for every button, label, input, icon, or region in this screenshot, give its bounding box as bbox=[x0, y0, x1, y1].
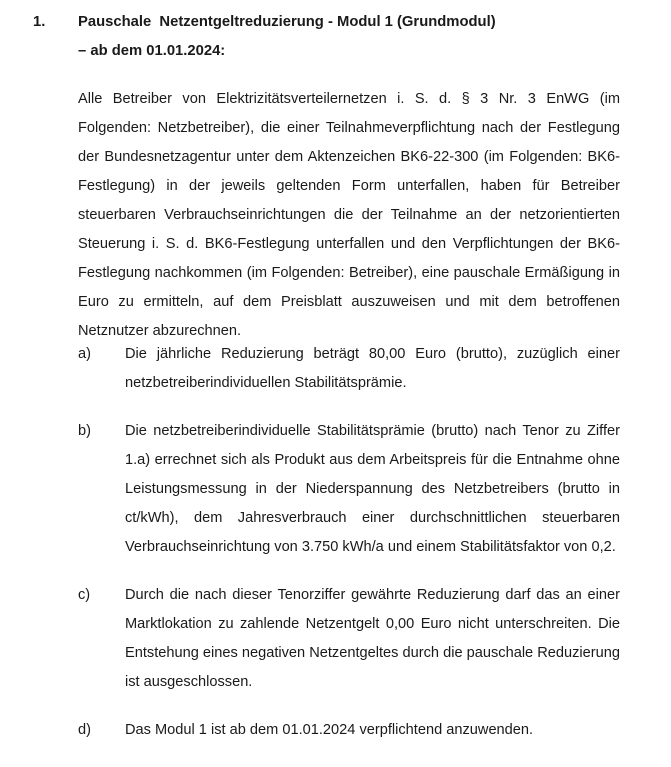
clause-number: 1. bbox=[33, 14, 46, 30]
clause-body bbox=[78, 8, 671, 346]
subitem-text-a: Die jährliche Reduzierung beträgt 80,00 Euro (brutto), zuzüglich einer netzbetreiberindividuellen Stabilitätsprämie. bbox=[125, 346, 620, 391]
subitem-c bbox=[0, 581, 671, 697]
subitem-marker-d: d) bbox=[78, 722, 91, 738]
clause-1 bbox=[0, 8, 671, 346]
subitem-marker-a: a) bbox=[78, 346, 91, 362]
clause-heading-line-1: Pauschale Netzentgeltreduzierung - Modul 1 (Grundmodul) bbox=[78, 14, 496, 30]
subitem-d bbox=[0, 716, 671, 745]
clause-subitem-list bbox=[0, 340, 671, 764]
clause-heading-line-2: – ab dem 01.01.2024: bbox=[78, 42, 226, 59]
clause-heading bbox=[78, 8, 620, 65]
clause-lead-paragraph: Alle Betreiber von Elektrizitätsverteilernetzen i. S. d. § 3 Nr. 3 EnWG (im Folgenden: Netzbetreiber), die einer Teilnahmeverpflichtung nach der Festlegung der Bundesnetzagentur unter dem Aktenzeichen BK6-22-300 (im Folgenden: BK6-Festlegung) in der jeweils geltenden Form unterfallen, haben für Betreiber steuerbaren Verbrauchseinrichtungen die der Teilnahme an der netzorientierten Steuerung i. S. d. BK6-Festlegung unterfallen und den Verpflichtungen der BK6-Festlegung nachkommen (im Folgenden: Betreiber), eine pauschale Ermäßigung in Euro zu ermitteln, auf dem Preisblatt auszuweisen und mit dem betroffenen Netznutzer abzurechnen. bbox=[78, 91, 620, 339]
subitem-marker-b: b) bbox=[78, 423, 91, 439]
subitem-a bbox=[0, 340, 671, 398]
subitem-marker-c: c) bbox=[78, 587, 91, 603]
subitem-text-d: Das Modul 1 ist ab dem 01.01.2024 verpflichtend anzuwenden. bbox=[125, 722, 534, 738]
clause-heading-row bbox=[0, 8, 671, 346]
subitem-text-c: Durch die nach dieser Tenorziffer gewährte Reduzierung darf das an einer Marktlokation zu zahlende Netzentgelt 0,00 Euro nicht unterschreiten. Die Entstehung eines negativen Netzentgeltes durch die pauschale Reduzierung ist ausgeschlossen. bbox=[125, 587, 620, 690]
subitem-text-b: Die netzbetreiberindividuelle Stabilitätsprämie (brutto) nach Tenor zu Ziffer 1.a) errechnet sich als Produkt aus dem Arbeitspreis für die Entnahme ohne Leistungsmessung in der Niederspannung des Netzbetreibers (brutto in ct/kWh), dem Jahresverbrauch einer durchschnittlichen steuerbaren Verbrauchseinrichtung von 3.750 kWh/a und einem Stabilitätsfaktor von 0,2. bbox=[125, 423, 620, 555]
subitem-b bbox=[0, 417, 671, 562]
